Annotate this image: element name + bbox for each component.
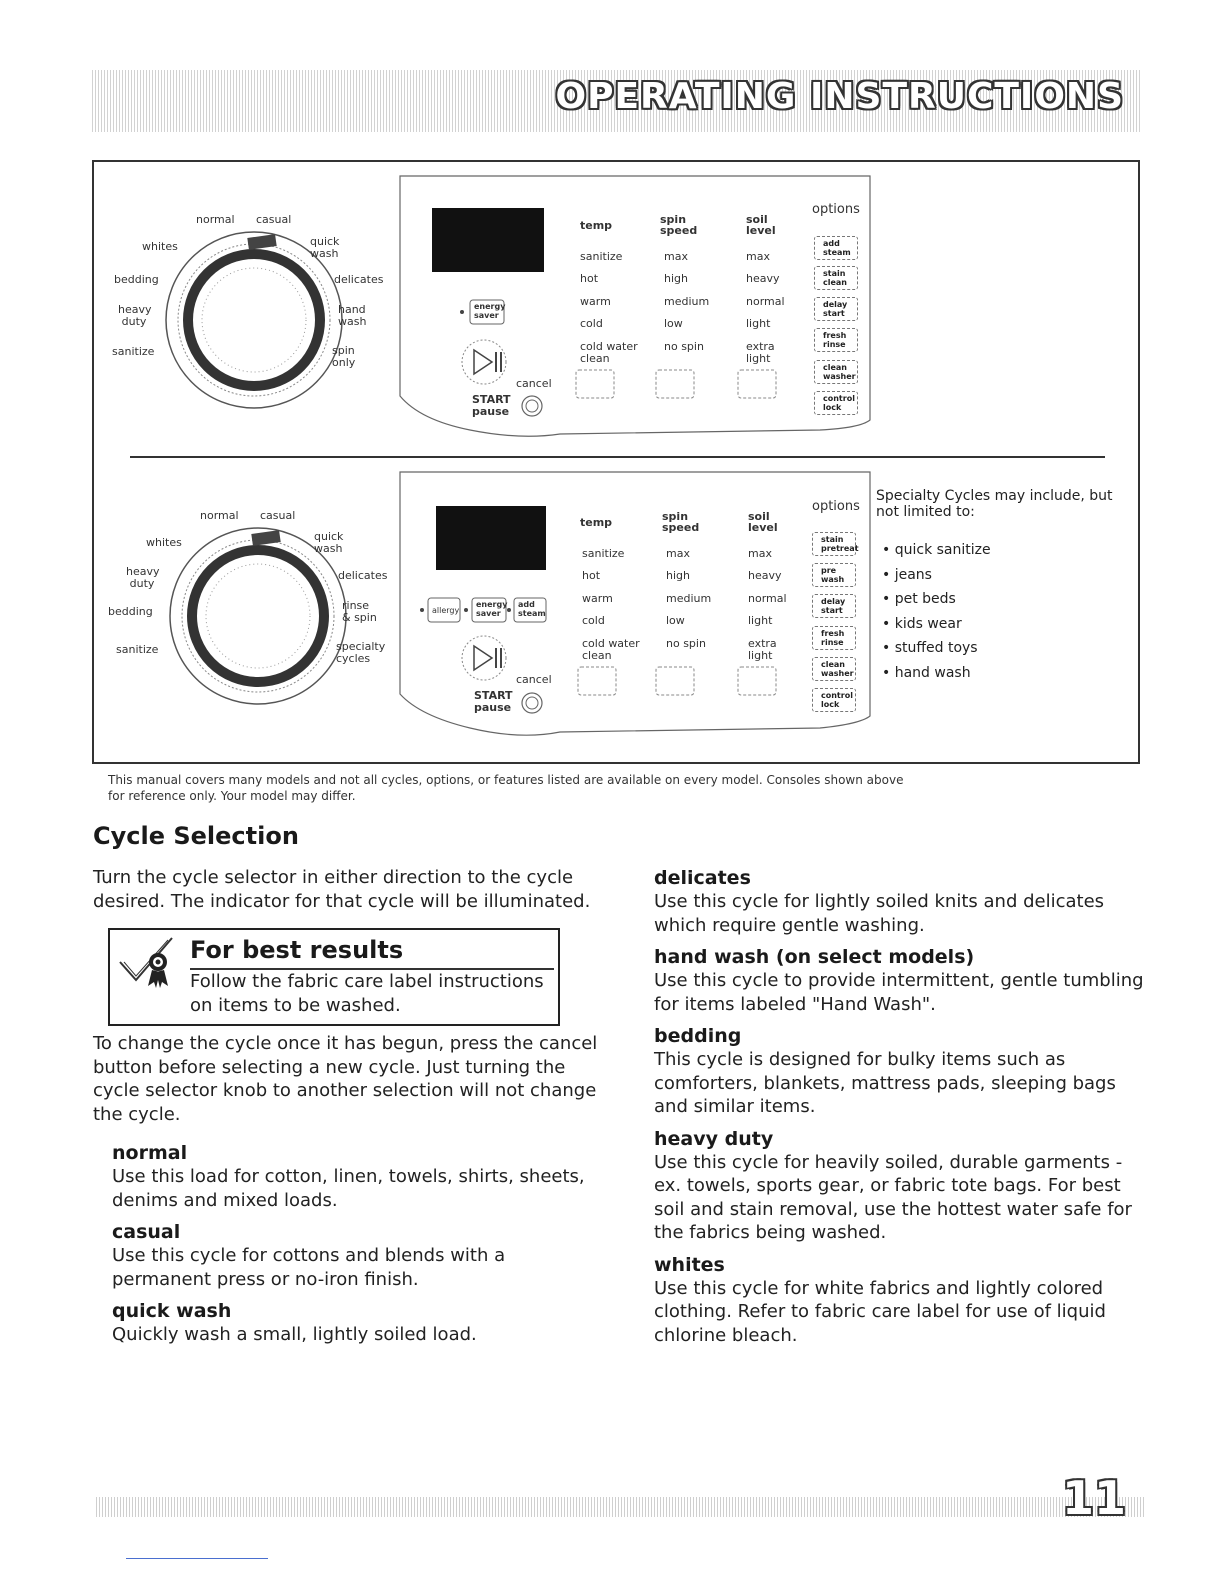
cycle-heading: normal (112, 1142, 188, 1164)
temp-item: warm (580, 295, 611, 308)
list-item: • quick sanitize (882, 538, 1136, 563)
soil-title: soil level (746, 213, 776, 237)
options-title: options (812, 499, 860, 514)
cycle-heading: bedding (654, 1025, 742, 1047)
best-results-title: For best results (190, 936, 404, 964)
delay-start-button[interactable]: delay start (814, 297, 858, 321)
soil-item: extra light (746, 340, 775, 365)
list-item: • stuffed toys (882, 636, 1136, 661)
dial-label-spin-only: spin only (332, 344, 356, 369)
list-item: • hand wash (882, 661, 1136, 686)
energy-saver-button[interactable]: energy saver (474, 302, 506, 320)
cycle-desc: Use this cycle for cottons and blends with a permanent press or no-iron finish. (112, 1245, 506, 1290)
soil-item: light (746, 317, 771, 330)
cycle-desc: Use this cycle for lightly soiled knits and delicates which require gentle washing. (654, 891, 1105, 936)
pre-wash-button[interactable]: pre wash (812, 563, 856, 587)
clean-washer-button[interactable]: clean washer (814, 360, 858, 384)
dial-label-normal: normal (200, 509, 239, 522)
control-lock-button[interactable]: control lock (812, 688, 856, 712)
page-number: 11 (1061, 1471, 1126, 1525)
temp-title: temp (580, 516, 613, 529)
right-cycles (654, 866, 1148, 1347)
soil-item: max (746, 250, 770, 263)
section-title: Cycle Selection (93, 822, 299, 850)
specialty-cycles (876, 488, 1136, 686)
spin-item: low (666, 614, 685, 627)
add-steam-button[interactable]: add steam (518, 600, 546, 618)
spin-item: no spin (666, 637, 706, 650)
temp-item: cold water clean (580, 340, 638, 365)
footer-bar (96, 1471, 1146, 1525)
spin-title: spin speed (660, 213, 698, 237)
left-cycles (112, 1141, 602, 1347)
cycle-heading: delicates (654, 867, 751, 889)
spin-item: max (666, 547, 690, 560)
dial-label-bedding: bedding (114, 273, 159, 286)
dial-label-casual: casual (260, 509, 296, 522)
ribbon-check-icon (114, 934, 180, 998)
dial-label-casual: casual (256, 213, 292, 226)
model-note: This manual covers many models and not all cycles, options, or features listed are available on every model. Consoles shown above for reference only. Your model may differ. (108, 773, 904, 803)
delay-start-button[interactable]: delay start (812, 594, 856, 618)
stain-clean-button[interactable]: stain clean (814, 266, 858, 290)
temp-item: sanitize (582, 547, 625, 560)
dial-label-quick-wash: quick wash (310, 235, 340, 260)
cycle-heading: hand wash (on select models) (654, 946, 975, 968)
add-steam-button[interactable]: add steam (814, 236, 858, 260)
cycle-heading: heavy duty (654, 1127, 774, 1150)
soil-item: max (748, 547, 772, 560)
soil-title: soil level (748, 510, 778, 534)
spin-title: spin speed (662, 510, 700, 534)
dial-label-bedding: bedding (108, 605, 153, 618)
allergy-button[interactable]: allergy (432, 606, 460, 615)
list-item: • jeans (882, 563, 1136, 588)
fresh-rinse-button[interactable]: fresh rinse (812, 626, 856, 650)
cancel-label: cancel (516, 673, 552, 686)
energy-saver-button[interactable]: energy saver (476, 600, 508, 618)
dial-label-heavy-duty: heavy duty (118, 303, 152, 328)
start-pause-button[interactable]: START pause (474, 689, 513, 714)
cycle-heading: whites (654, 1253, 725, 1276)
best-results-box (108, 928, 560, 1026)
cycle-desc: Use this cycle for white fabrics and lightly colored clothing. Refer to fabric care label for use of liquid chlorine bleach. (654, 1277, 1106, 1346)
cancel-label: cancel (516, 377, 552, 390)
spin-item: high (666, 569, 690, 582)
cycle-desc: Use this cycle for heavily soiled, durable garments - ex. towels, sports gear, or fabric tote bags. For best soil and stain removal, use the hottest water safe for the fabrics being washed. (654, 1151, 1132, 1243)
dial-label-specialty: specialty cycles (336, 640, 386, 665)
cycle-desc: Use this load for cotton, linen, towels, shirts, sheets, denims and mixed loads. (112, 1166, 585, 1211)
spin-item: no spin (664, 340, 704, 353)
intro-text: Turn the cycle selector in either direction to the cycle desired. The indicator for that cycle will be illuminated. (93, 867, 591, 912)
dial-label-hand-wash: hand wash (338, 303, 367, 328)
left-column (93, 866, 603, 913)
cycle-desc: Quickly wash a small, lightly soiled load. (112, 1324, 477, 1345)
cycle-desc: This cycle is designed for bulky items such as comforters, blankets, mattress pads, sleeping bags and similar items. (654, 1049, 1116, 1117)
spin-item: high (664, 272, 688, 285)
temp-title: temp (580, 219, 613, 232)
footer-blue-line (126, 1558, 268, 1559)
spin-item: low (664, 317, 683, 330)
soil-item: normal (748, 592, 787, 605)
temp-item: sanitize (580, 250, 623, 263)
dial-label-sanitize: sanitize (112, 345, 155, 358)
list-item: • kids wear (882, 612, 1136, 637)
stain-pretreat-button[interactable]: stain pretreat (812, 532, 856, 556)
specialty-intro: Specialty Cycles may include, but not limited to: (876, 488, 1113, 520)
soil-item: normal (746, 295, 785, 308)
control-lock-button[interactable]: control lock (814, 391, 858, 415)
soil-item: light (748, 614, 773, 627)
dial-label-whites: whites (146, 536, 182, 549)
dial-label-delicates: delicates (334, 273, 384, 286)
specialty-list (882, 538, 1136, 686)
left-column-lower (93, 1032, 603, 1126)
page-title: OPERATING INSTRUCTIONS (555, 76, 1124, 117)
spin-item: max (664, 250, 688, 263)
spin-item: medium (664, 295, 710, 308)
dial-label-delicates: delicates (338, 569, 388, 582)
temp-item: hot (582, 569, 601, 582)
spin-item: medium (666, 592, 712, 605)
cycle-heading: casual (112, 1221, 181, 1243)
soil-item: extra light (748, 637, 777, 662)
dial-label-sanitize: sanitize (116, 643, 159, 656)
clean-washer-button[interactable]: clean washer (812, 657, 856, 681)
temp-item: cold (580, 317, 603, 330)
list-item: • pet beds (882, 587, 1136, 612)
cycle-heading: quick wash (112, 1300, 232, 1322)
temp-item: hot (580, 272, 599, 285)
fresh-rinse-button[interactable]: fresh rinse (814, 328, 858, 352)
dial-label-quick-wash: quick wash (314, 530, 344, 555)
soil-item: heavy (746, 272, 780, 285)
best-results-text: Follow the fabric care label instructions on items to be washed. (190, 971, 544, 1016)
dial-label-rinse-spin: rinse & spin (342, 599, 377, 624)
options-title: options (812, 202, 860, 217)
temp-item: cold (582, 614, 605, 627)
start-pause-button[interactable]: START pause (472, 393, 511, 418)
dial-label-whites: whites (142, 240, 178, 253)
temp-item: cold water clean (582, 637, 640, 662)
cycle-desc: Use this cycle to provide intermittent, gentle tumbling for items labeled "Hand Wash". (654, 970, 1144, 1015)
change-cycle-text: To change the cycle once it has begun, press the cancel button before selecting a new cycle. Just turning the cycle selector knob to another selection will not change the cycle. (93, 1033, 598, 1125)
dial-label-heavy-duty: heavy duty (126, 565, 160, 590)
soil-item: heavy (748, 569, 782, 582)
dial-label-normal: normal (196, 213, 235, 226)
temp-item: warm (582, 592, 613, 605)
